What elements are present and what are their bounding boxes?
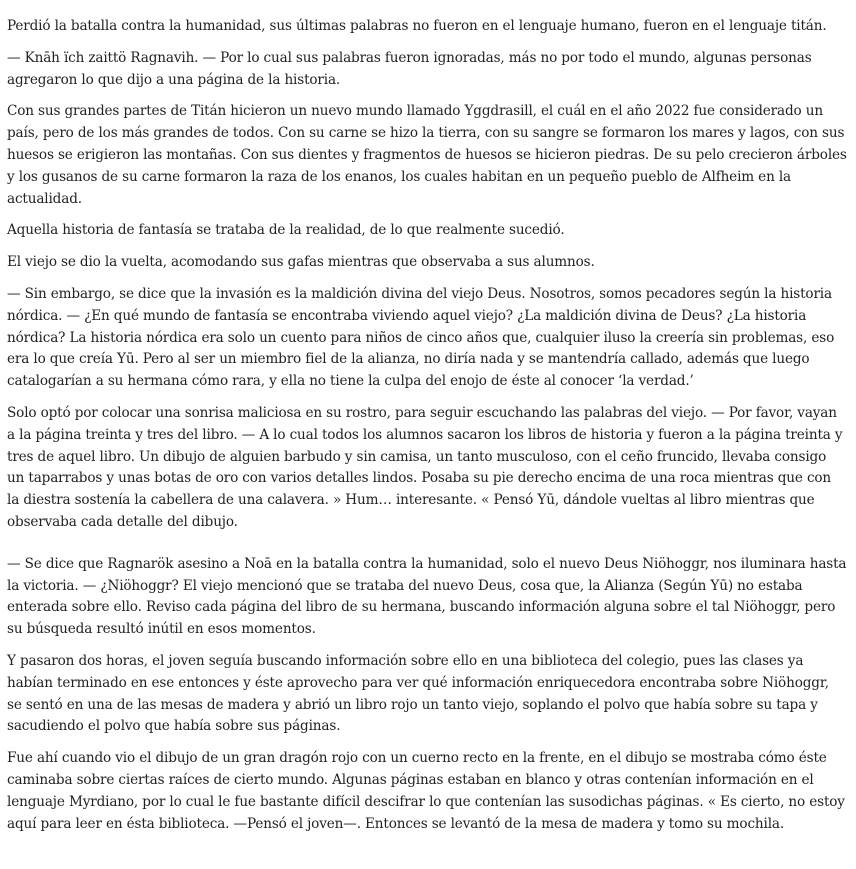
paragraph: — Se dice que Ragnarök asesino a Noā en la batalla contra la humanidad, solo el nuevo Deus Niöhoggr, nos iluminara hasta la victoria. — ¿Niöhoggr? El viejo mencionó que se trataba del nuevo Deus, cosa que, la Alianza (Según Yū) no estaba enterada sobre ello. Reviso cada página del libro de su hermana, buscando información alguna sobre el tal Niöhoggr, pero su búsqueda resultó inútil en esos momentos.: [7, 555, 847, 638]
paragraph: El viejo se dio la vuelta, acomodando sus gafas mientras que observaba a sus alumnos.: [7, 254, 595, 271]
document-body: [7, 16, 847, 845]
paragraph: — Sin embargo, se dice que la invasión es la maldición divina del viejo Deus. Nosotros, somos pecadores según la historia nórdica. — ¿En qué mundo de fantasía se encontraba viviendo aquel viejo? ¿La maldición divina de Deus? ¿La historia nórdica? La historia nórdica era solo un cuento para niños de cinco años que, cualquier iluso la creería sin problemas, eso era lo que creía Yū. Pero al ser un miembro fiel de la alianza, no diría nada y se mantendría callado, además que luego catalogarían a su hermana cómo rara, y ella no tiene la culpa del enojo de éste al conocer ‘la verdad.’: [7, 285, 835, 390]
paragraph: Perdió la batalla contra la humanidad, sus últimas palabras no fueron en el lenguaje humano, fueron en el lenguaje titán.: [7, 18, 827, 34]
paragraph: — Knāh ïch zaittö Ragnavih. — Por lo cual sus palabras fueron ignoradas, más no por todo el mundo, algunas personas agregaron lo que dijo a una página de la historia.: [7, 49, 812, 88]
paragraph: Con sus grandes partes de Titán hicieron un nuevo mundo llamado Yggdrasill, el cuál en el año 2022 fue considerado un país, pero de los más grandes de todos. Con su carne se hizo la tierra, con su sangre se formaron los mares y lagos, con sus huesos se erigieron las montañas. Con sus dientes y fragmentos de huesos se hicieron piedras. De su pelo crecieron árboles y los gusanos de su carne formaron la raza de los enanos, los cuales habitan en un pequeño pueblo de Alfheim en la actualidad.: [7, 103, 847, 207]
paragraph: Aquella historia de fantasía se trataba de la realidad, de lo que realmente sucedió.: [7, 222, 565, 239]
paragraph: Y pasaron dos horas, el joven seguía buscando información sobre ello en una biblioteca del colegio, pues las clases ya habían terminado en ese entonces y éste aprovecho para ver qué información enriquecedora encontraba sobre Niöhoggr, se sentó en una de las mesas de madera y abrió un libro rojo un tanto viejo, soplando el polvo que había sobre su tapa y sacudiendo el polvo que había sobre sus páginas.: [7, 652, 829, 735]
paragraph: Fue ahí cuando vio el dibujo de un gran dragón rojo con un cuerno recto en la frente, en el dibujo se mostraba cómo éste caminaba sobre ciertas raíces de cierto mundo. Algunas páginas estaban en blanco y otras contenían información en el lenguaje Myrdiano, por lo cual le fue bastante difícil descifrar lo que contenían las susodichas páginas. « Es cierto, no estoy aquí para leer en ésta biblioteca. —Pensó el joven—. Entonces se levantó de la mesa de madera y tomo su mochila.: [7, 750, 845, 832]
paragraph: Solo optó por colocar una sonrisa maliciosa en su rostro, para seguir escuchando las palabras del viejo. — Por favor, vayan a la página treinta y tres del libro. — A lo cual todos los alumnos sacaron los libros de historia y fueron a la página treinta y tres de aquel libro. Un dibujo de alguien barbudo y sin camisa, un tanto musculoso, con el ceño fruncido, llevaba consigo un taparrabos y unas botas de oro con varios detalles lindos. Posaba su pie derecho encima de una roca mientras que con la diestra sostenía la cabellera de una calavera. » Hum… interesante. « Pensó Yū, dándole vueltas al libro mientras que observaba cada detalle del dibujo.: [7, 404, 843, 530]
